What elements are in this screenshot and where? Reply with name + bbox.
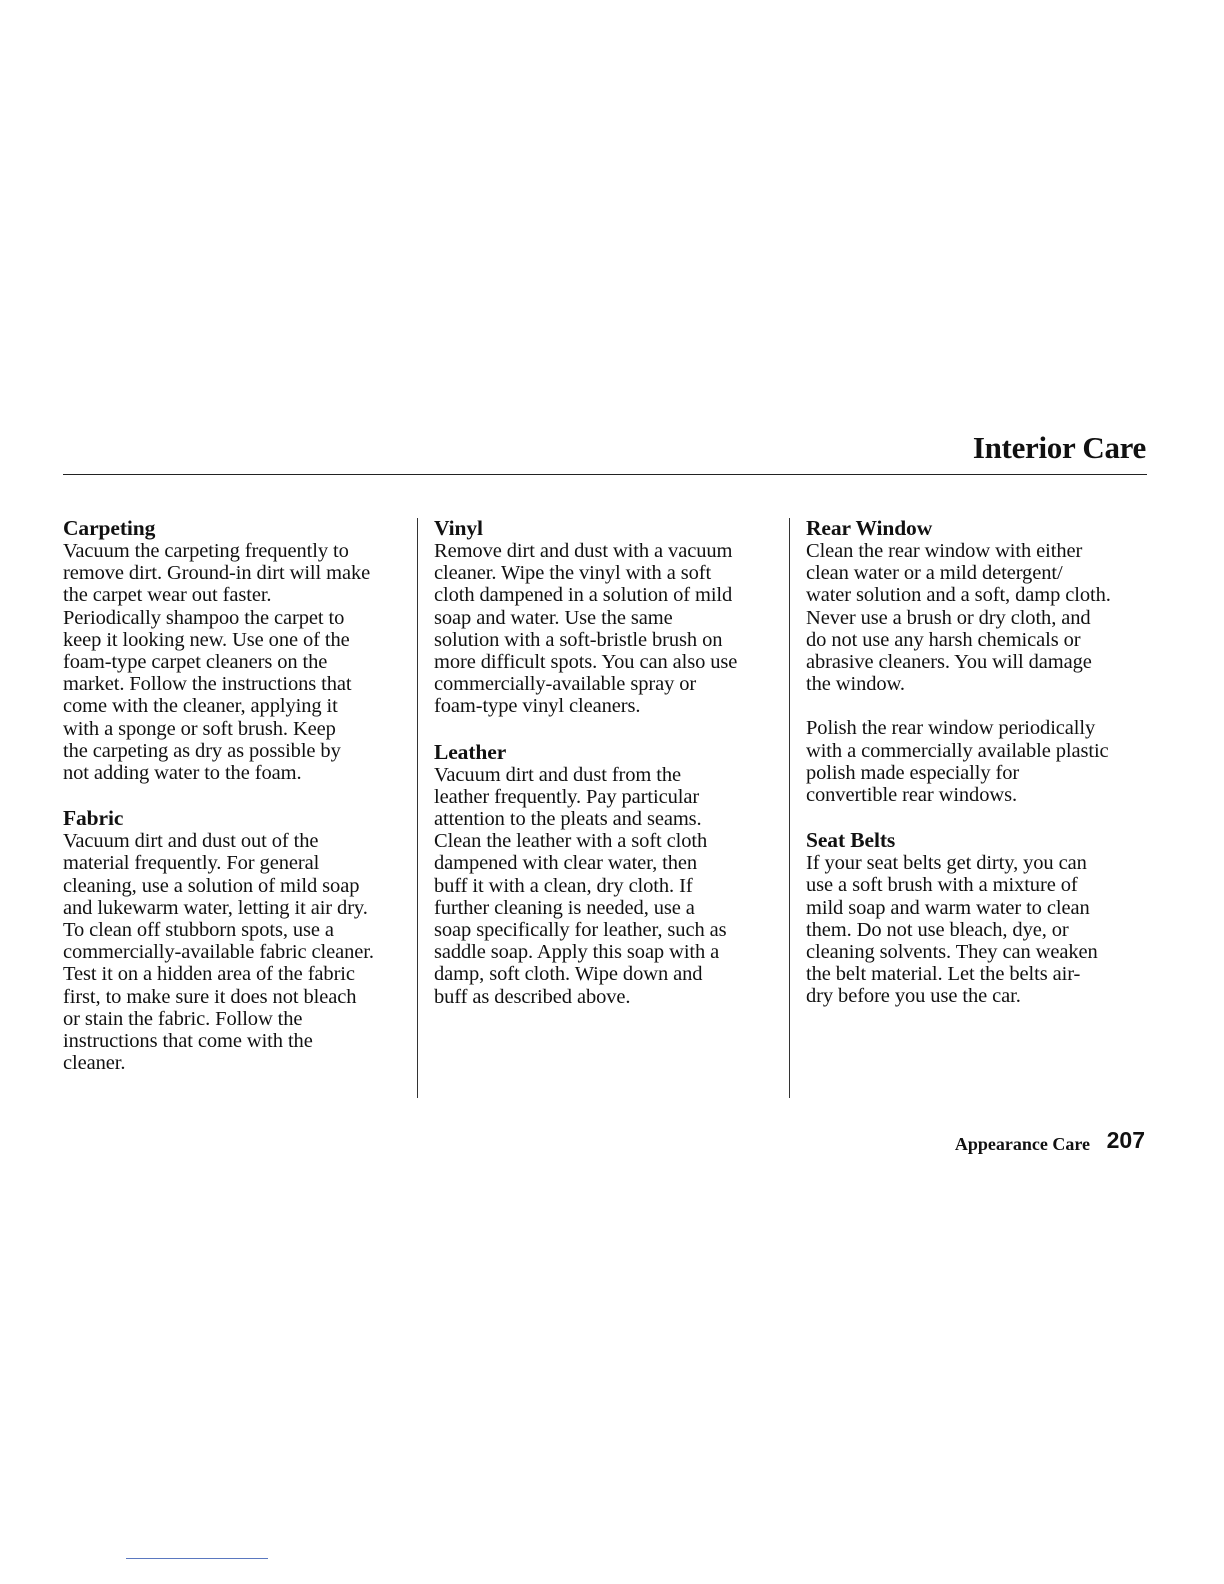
section-leather [434,740,784,1008]
section-seat-belts [806,828,1156,1007]
bottom-link-underline [126,1558,268,1559]
section-heading: Vinyl [434,516,483,540]
column-right [806,516,1156,1030]
section-heading: Rear Window [806,516,933,540]
section-paragraph: Vacuum the carpeting frequently to remove dirt. Ground-in dirt will make the carpet wear out faster. Periodically shampoo the carpet to keep it looking new. Use one of the foam-type carpet cleaners on the market. Follow the instructions that come with the cleaner, applying it with a sponge or soft brush. Keep the carpeting as dry as possible by not adding water to the foam. [63,540,371,785]
section-heading: Fabric [63,806,124,831]
section-paragraph: Vacuum dirt and dust from the leather frequently. Pay particular attention to the pleats and seams. Clean the leather with a soft cloth dampened with clear water, then buff it with a clean, dry cloth. If further cleaning is needed, use a soap specifically for leather, such as saddle soap. Apply this soap with a damp, soft cloth. Wipe down and buff as described above. [434,763,727,1008]
column-middle [434,516,784,1030]
column-left [63,516,413,1096]
section-fabric [63,806,413,1074]
title-rule [63,474,1147,475]
section-paragraph: Vacuum dirt and dust out of the material frequently. For general cleaning, use a solution of mild soap and lukewarm water, letting it air dry. To clean off stubborn spots, use a commercially-available fabric cleaner. Test it on a hidden area of the fabric first, to make sure it does not bleach or stain the fabric. Follow the instructions that come with the cleaner. [63,830,374,1075]
page-title: Interior Care [972,430,1146,465]
section-paragraph: Remove dirt and dust with a vacuum cleaner. Wipe the vinyl with a soft cloth dampened in a solution of mild soap and water. Use the same solution with a soft-bristle brush on more difficult spots. You can also use commercially-available spray or foam-type vinyl cleaners. [434,540,738,718]
section-heading: Leather [434,739,507,764]
section-rear-window [806,516,1156,806]
section-paragraph: Clean the rear window with either clean water or a mild detergent/ water solution and a soft, damp cloth. Never use a brush or dry cloth, and do not use any harsh chemicals or abrasive cleaners. You will damage the window. [806,540,1111,696]
section-vinyl [434,516,784,718]
section-heading: Carpeting [63,516,156,540]
footer-section-name: Appearance Care [954,1134,1090,1154]
section-paragraph: If your seat belts get dirty, you can use a soft brush with a mixture of mild soap and warm water to clean them. Do not use bleach, dye, or cleaning solvents. They can weaken the belt material. Let the belts air- dry before you use the car. [806,852,1098,1008]
section-heading: Seat Belts [806,828,896,853]
page-number: 207 [1106,1127,1145,1153]
column-divider [789,518,790,1098]
section-carpeting [63,516,413,784]
section-paragraph: Polish the rear window periodically with a commercially available plastic polish made especially for convertible rear windows. [806,717,1109,807]
column-divider [417,518,418,1098]
